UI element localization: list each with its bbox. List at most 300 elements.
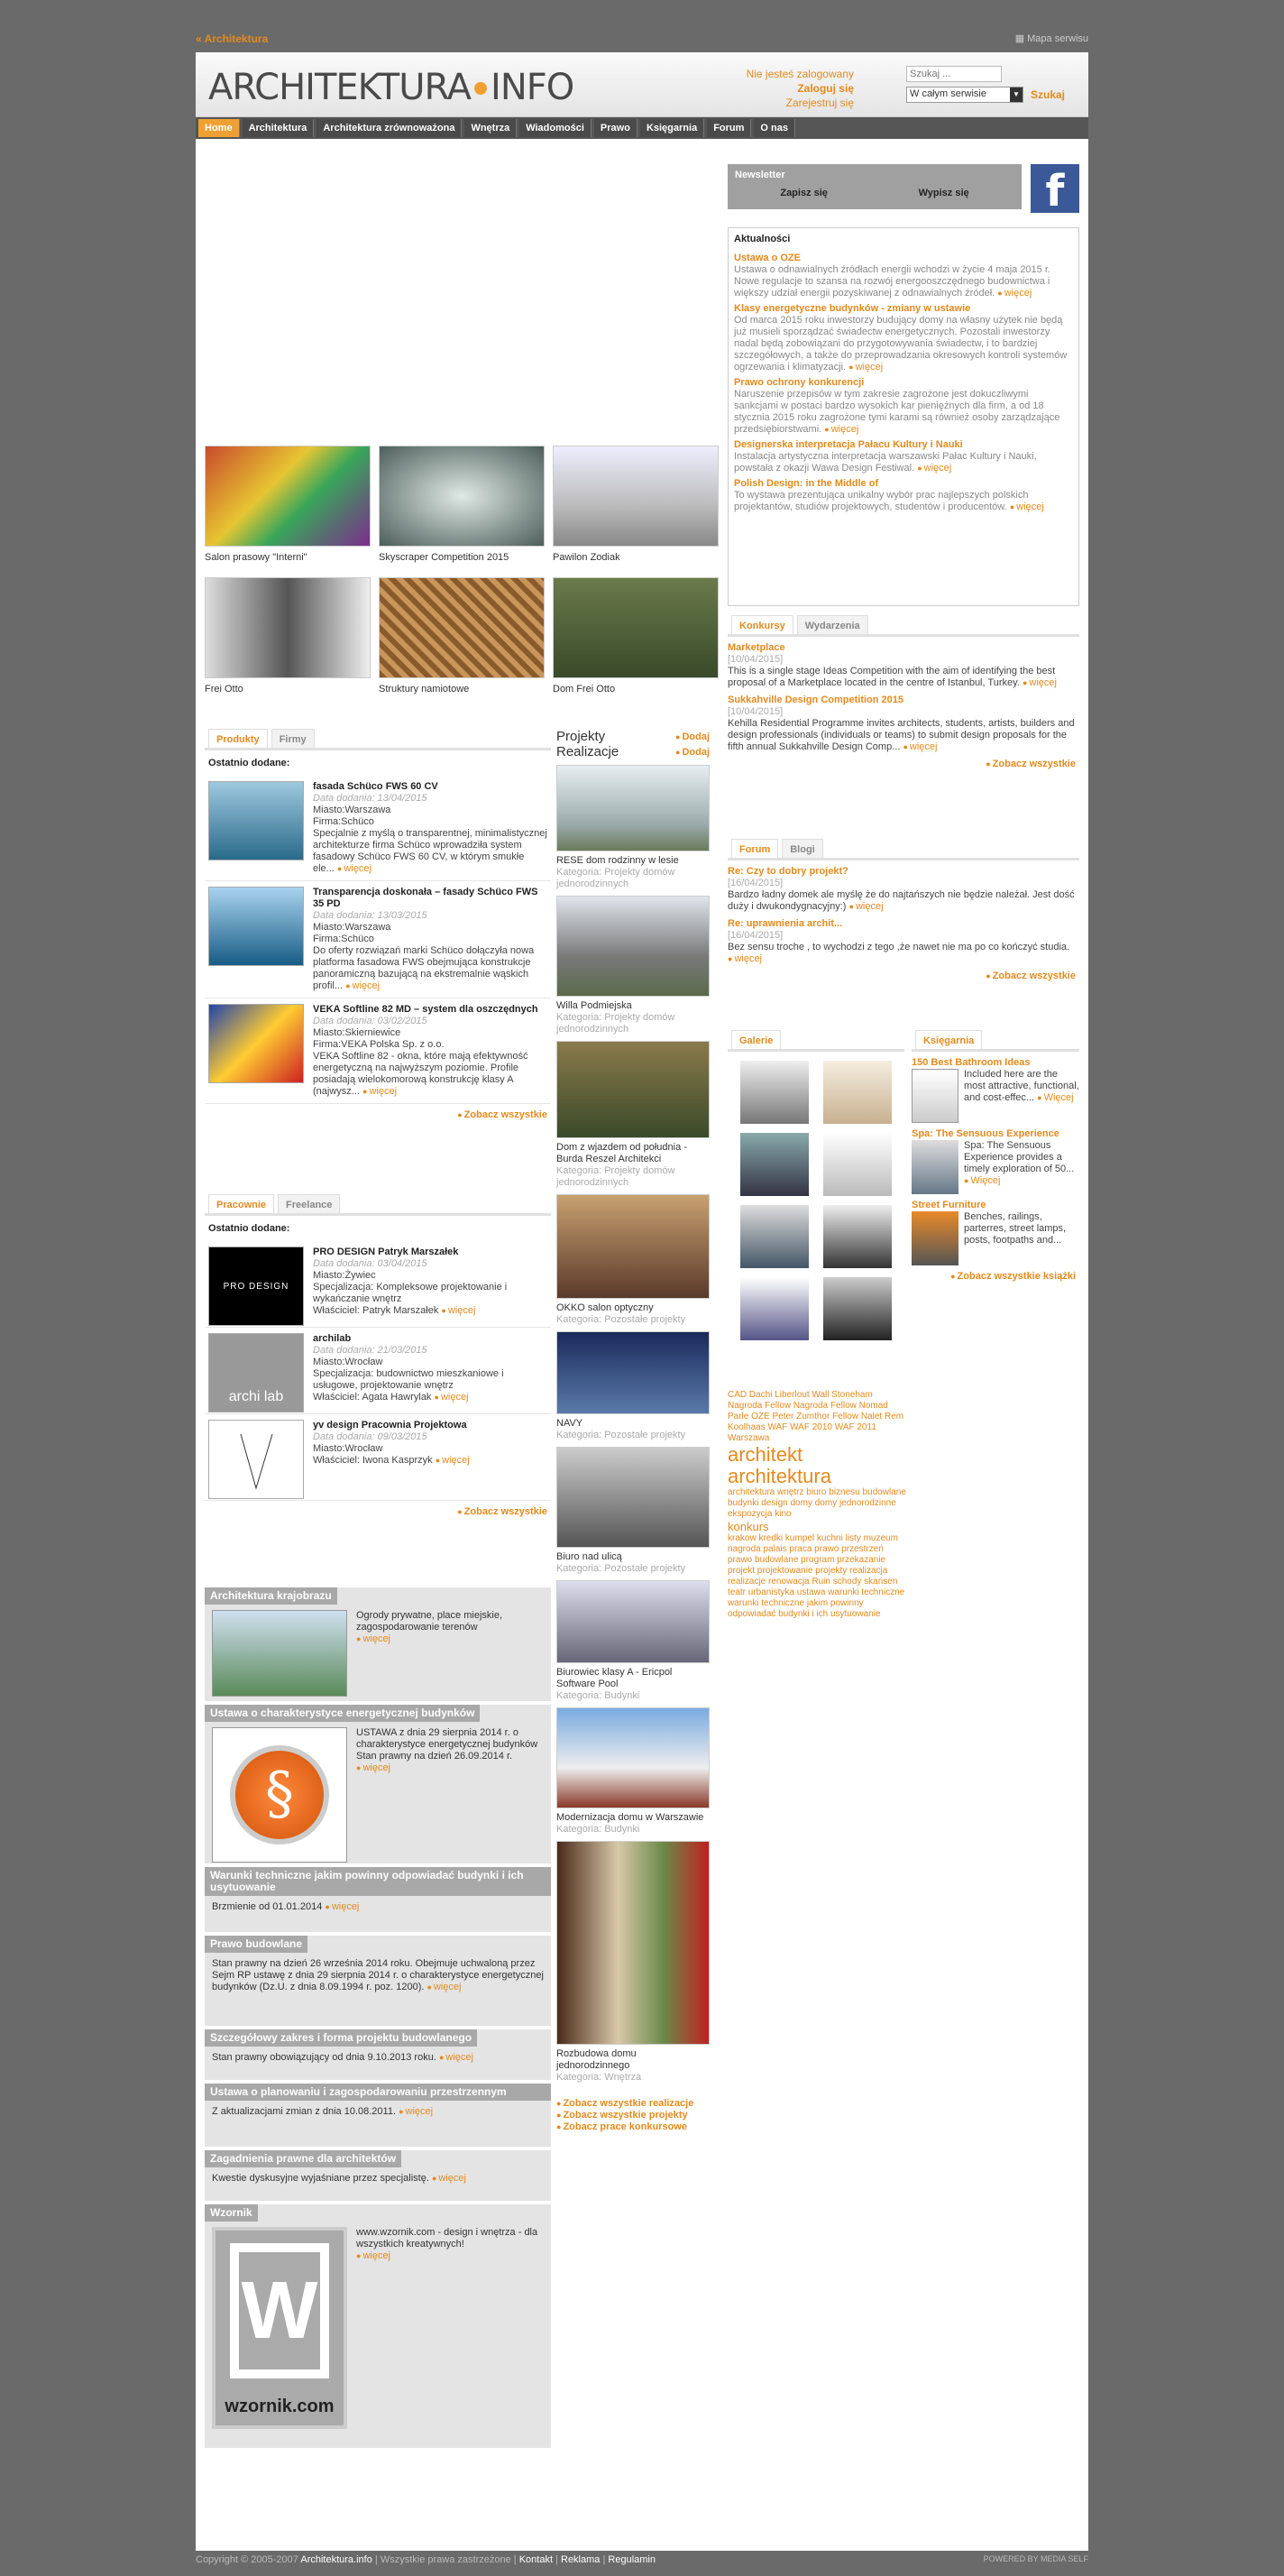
project-title[interactable]: Dom z wjazdem od południa -Burda Reszel Architekci	[556, 1142, 687, 1164]
energy-law-box	[205, 1705, 551, 1863]
more-link[interactable]: ● więcej	[824, 424, 858, 435]
landscape-box	[205, 1587, 551, 1701]
gallery-image	[379, 577, 545, 678]
top-breadcrumb[interactable]: « Architektura	[196, 32, 269, 45]
site-header	[196, 52, 1088, 117]
more-link[interactable]: ● więcej	[849, 901, 884, 912]
tag-cloud	[728, 1390, 908, 1620]
forum-title[interactable]: Re: uprawnienia archit...	[728, 918, 843, 929]
chevron-down-icon: ▼	[1010, 87, 1023, 102]
product-text	[313, 781, 547, 875]
sitemap-icon: ▦	[1014, 33, 1028, 44]
tag-group[interactable]: architektura wnętrz biuro biznesu budowlane budynki design domy domy jednorodzinne ekspozycja kino	[728, 1487, 906, 1519]
login-link[interactable]: Zaloguj się	[797, 82, 854, 95]
realizations-title[interactable]: Realizacje	[556, 744, 619, 759]
add-project-link[interactable]: ● Dodaj	[675, 731, 710, 742]
tab-galerie[interactable]: Galerie	[731, 1030, 781, 1049]
tab-produkty[interactable]: Produkty	[208, 729, 268, 748]
projects-title[interactable]: Projekty	[556, 729, 606, 744]
yv-logo-icon	[209, 1421, 303, 1498]
project-scope-box	[205, 2029, 551, 2080]
contest-date: [10/04/2015]	[728, 706, 784, 717]
wzornik-w-icon: W	[230, 2243, 329, 2378]
tag-architektura[interactable]: architektura	[728, 1465, 831, 1487]
facebook-icon[interactable]: f	[1031, 164, 1079, 213]
bookshop-section	[912, 1030, 1079, 1349]
office-item[interactable]	[205, 1328, 551, 1414]
products-see-all[interactable]: ● Zobacz wszystkie	[208, 1109, 547, 1120]
footer-copyright: Copyright © 2005-2007	[196, 2554, 298, 2565]
news-item-title[interactable]: Prawo ochrony konkurencji	[734, 377, 865, 388]
book-cover[interactable]	[912, 1069, 958, 1123]
newsletter-box	[728, 164, 1022, 209]
news-item-title[interactable]: Klasy energetyczne budynków - zmiany w ustawie	[734, 303, 971, 314]
book-title[interactable]: Spa: The Sensuous Experience	[912, 1128, 1059, 1139]
project-category: Kategoria: Projekty domów jednorodzinnych	[556, 1012, 675, 1035]
box-body	[205, 1953, 551, 1999]
office-owner: Właściciel: Iwona Kasprzyk	[313, 1455, 433, 1466]
nav-architektura-zrownowazona[interactable]: Architektura zrównoważona	[316, 119, 462, 137]
project-image	[556, 1580, 710, 1663]
book-desc: Benches, railings, parterres, street lamps, posts, footpaths and...	[964, 1211, 1067, 1246]
product-city: Miasto:Warszawa	[313, 922, 391, 933]
product-thumb	[208, 781, 304, 860]
building-law-box	[205, 1936, 551, 2026]
project-category: Kategoria: Pozostałe projekty	[556, 1430, 686, 1440]
forum-desc: Bez sensu troche , to wychodzi z tego ,że nawet nie ma po co kończyć studia.	[728, 942, 1070, 952]
project-title[interactable]: Biurowiec klasy A - Ericpol Software Pool	[556, 1667, 673, 1689]
project-category: Kategoria: Pozostałe projekty	[556, 1563, 686, 1574]
nav-o-nas[interactable]: O nas	[754, 119, 795, 137]
gallery-thumb[interactable]	[823, 1277, 892, 1340]
tab-blogi[interactable]: Blogi	[782, 839, 823, 858]
gallery-thumb[interactable]	[823, 1133, 892, 1196]
product-item[interactable]	[205, 776, 551, 881]
product-title[interactable]: Transparencja doskonała – fasady Schüco FWS 35 PD	[313, 887, 538, 909]
project-title[interactable]: Biuro nad ulicą	[556, 1551, 622, 1562]
forum-date: [16/04/2015]	[728, 878, 784, 888]
page-container	[196, 52, 1088, 2551]
box-text: Brzmienie od 01.01.2014	[212, 1901, 323, 1912]
newsletter-row	[728, 164, 1079, 216]
products-section	[205, 729, 551, 1126]
project-category: Kategoria: Pozostałe projekty	[556, 1314, 686, 1325]
contest-title[interactable]: Marketplace	[728, 642, 785, 653]
box-text: Kwestie dyskusyjne wyjaśniane przez specjalistę.	[212, 2173, 429, 2184]
offices-tabs	[205, 1194, 551, 1216]
contest-desc: Kehilla Residential Programme invites architects, students, artists, builders and design professionals (individuals or teams) to submit design proposals for the fifth annual Sukkahville Design Comp...	[728, 718, 1075, 752]
project-image	[556, 1041, 710, 1138]
project-item[interactable]	[556, 1041, 710, 1189]
office-item[interactable]	[205, 1414, 551, 1501]
gallery-item[interactable]	[205, 446, 371, 563]
sitemap-label: Mapa serwisu	[1027, 33, 1088, 44]
forum-tabs	[728, 839, 1079, 860]
more-link[interactable]: ● więcej	[399, 2106, 433, 2117]
login-box	[719, 67, 854, 110]
box-heading[interactable]: Prawo budowlane	[205, 1936, 307, 1953]
box-heading[interactable]: Ustawa o charakterystyce energetycznej budynków	[205, 1705, 480, 1722]
gallery-image	[553, 577, 719, 678]
newsletter-title: Newsletter	[735, 170, 785, 180]
contest-desc: This is a single stage Ideas Competition with the aim of identifying the best proposal of a Marketplace located in the centre of Istanbul, Turkey.	[728, 666, 1056, 688]
product-date: Data dodania: 13/03/2015	[313, 910, 427, 921]
footer-contact-link[interactable]: Kontakt	[518, 2554, 554, 2565]
galleries-grid	[728, 1052, 904, 1349]
contests-section	[728, 615, 1079, 839]
more-link[interactable]: ● więcej	[345, 980, 380, 991]
office-city: Miasto:Żywiec	[313, 1270, 376, 1281]
see-all-projects-link[interactable]: ● Zobacz wszystkie projekty	[556, 2110, 710, 2121]
tab-firmy[interactable]: Firmy	[271, 729, 315, 748]
news-item-title[interactable]: Polish Design: in the Middle of	[734, 478, 879, 489]
nav-wiadomosci[interactable]: Wiadomości	[519, 119, 592, 137]
box-body	[205, 2101, 551, 2123]
gallery-caption: Pawilon Zodiak	[553, 552, 620, 563]
box-heading[interactable]: Warunki techniczne jakim powinny odpowiadać budynki i ich usytuowanie	[205, 1867, 551, 1896]
product-company: Firma:Schüco	[313, 816, 374, 827]
book-desc: Included here are the most attractive, functional, and cost-effec...	[964, 1069, 1079, 1103]
gallery-item[interactable]	[379, 577, 545, 695]
news-item-title[interactable]: Ustawa o OZE	[734, 253, 801, 263]
product-date: Data dodania: 13/04/2015	[313, 793, 427, 804]
projects-column	[556, 729, 710, 2133]
product-desc: Specjalnie z myślą o transparentnej, minimalistycznej architekturze firma Schüco wprowadziła system fasadowy Schüco FWS 60 CV, w którym smukłe ele...	[313, 828, 547, 874]
news-item-title[interactable]: Designerska interpretacja Pałacu Kultury i Nauki	[734, 439, 963, 450]
product-title[interactable]: VEKA Softline 82 MD – system dla oszczędnych	[313, 1004, 538, 1015]
gallery-caption: Skyscraper Competition 2015	[379, 552, 509, 563]
office-date: Data dodania: 21/03/2015	[313, 1345, 427, 1356]
realizations-header	[556, 744, 710, 759]
see-all-realizations-link[interactable]: ● Zobacz wszystkie realizacje	[556, 2098, 710, 2110]
project-image	[556, 1707, 710, 1808]
offices-see-all[interactable]: ● Zobacz wszystkie	[208, 1506, 547, 1517]
unsubscribe-button[interactable]: Wypisz się	[918, 188, 969, 198]
more-link[interactable]: ● więcej	[848, 362, 883, 373]
office-title[interactable]: yv design Pracownia Projektowa	[313, 1420, 467, 1431]
office-text	[313, 1247, 547, 1317]
office-title[interactable]: archilab	[313, 1333, 352, 1344]
project-item[interactable]	[556, 1707, 710, 1835]
news-title: Aktualności	[734, 234, 791, 244]
office-spec: Specjalizacja: Kompleksowe projektowanie i wykańczanie wnętrz	[313, 1282, 508, 1304]
bookshop-tabs	[912, 1030, 1079, 1052]
product-company: Firma:Schüco	[313, 934, 374, 944]
product-thumb	[208, 887, 304, 966]
book-item	[912, 1140, 1079, 1194]
product-thumb	[208, 1004, 304, 1083]
add-realization-link[interactable]: ● Dodaj	[675, 747, 710, 758]
box-body	[205, 2167, 551, 2190]
office-logo: archi lab	[208, 1333, 304, 1412]
legal-issues-box	[205, 2150, 551, 2201]
project-title[interactable]: Willa Podmiejska	[556, 1000, 632, 1011]
contest-date: [10/04/2015]	[728, 654, 784, 665]
gallery-caption: Dom Frei Otto	[553, 684, 616, 695]
project-item[interactable]	[556, 1841, 710, 2084]
office-city: Miasto:Wrocław	[313, 1357, 383, 1367]
tag-group[interactable]: krakow kredki kumpel kuchni listy muzeum nagroda palais praca prawo przestrzeń prawo budowlane program przekazanie projekt projektowanie projekty realizacja realizacje renowacja Ruin schody skansen teatr urbanistyka ustawa warunki techniczne warunki techniczne jakim powinny odpowiadać budynki i ich usytuowanie	[728, 1533, 905, 1619]
more-link[interactable]: ● więcej	[337, 863, 371, 874]
nav-prawo[interactable]: Prawo	[594, 119, 637, 137]
tech-conditions-box	[205, 1867, 551, 1932]
office-date: Data dodania: 03/04/2015	[313, 1258, 427, 1269]
box-text: Ogrody prywatne, place miejskie, zagospodarowanie terenów	[356, 1610, 503, 1633]
footer-site-link[interactable]: Architektura.info	[300, 2554, 372, 2565]
more-link[interactable]: ● więcej	[1023, 677, 1057, 688]
sitemap-link[interactable]	[1015, 32, 1088, 44]
book-title[interactable]: Street Furniture	[912, 1200, 986, 1210]
more-link[interactable]: ● więcej	[426, 1982, 461, 1992]
office-text	[313, 1420, 547, 1467]
tab-konkursy[interactable]: Konkursy	[731, 615, 793, 634]
product-text	[313, 887, 547, 992]
news-item-desc: Od marca 2015 roku inwestorzy budujący domy na własny użytek nie będą już musieli sporządzać świadectw energetycznych. Pozostali inwestorzy nadal będą zobowiązani do przygotowywania świadectw, i to bardziej szczegółowych, a także do przeprowadzania okresowych kontroli systemów ogrzewania i klimatyzacji.	[734, 315, 1068, 373]
nav-home[interactable]: Home	[198, 119, 240, 137]
wzornik-logo[interactable]	[212, 2227, 347, 2429]
box-text: Stan prawny na dzień 26 września 2014 roku. Obejmuje uchwaloną przez Sejm RP ustawę z dnia 29 sierpnia 2014 r. o charakterystyce energetycznej budynków (Dz.U. z dnia 8.09.1994 r. poz. 1200).	[212, 1958, 544, 1992]
projects-header	[556, 729, 710, 744]
product-desc: Do oferty rozwiązań marki Schüco dołączyła nowa platforma fasadowa FWS obejmująca konstrukcje panoramiczną bazującą na ekstremalnie wąskich profil...	[313, 945, 535, 991]
forum-desc: Bardzo ładny domek ale myślę że do najtańszych nie będzie należał. Jest dość duży i dwukondygnacyjny:)	[728, 889, 1075, 912]
more-link[interactable]: ● więcej	[1010, 501, 1044, 512]
gallery-image	[205, 446, 371, 547]
box-body	[205, 1896, 551, 1918]
products-tabs	[205, 729, 551, 750]
books-see-all[interactable]: ● Zobacz wszystkie książki	[915, 1271, 1076, 1283]
search-scope-select[interactable]	[906, 87, 1023, 103]
product-company: Firma:VEKA Polska Sp. z o.o.	[313, 1039, 445, 1050]
forum-section	[728, 839, 1079, 1030]
office-title[interactable]: PRO DESIGN Patryk Marszałek	[313, 1247, 459, 1257]
tab-forum[interactable]: Forum	[731, 839, 778, 858]
more-link[interactable]: ● więcej	[903, 741, 937, 752]
paragraph-icon: §	[212, 1727, 347, 1863]
gallery-image	[553, 446, 719, 547]
product-city: Miasto:Warszawa	[313, 805, 391, 815]
project-image	[556, 765, 710, 851]
forum-date: [16/04/2015]	[728, 930, 784, 941]
box-body	[205, 1605, 551, 1702]
tag-group[interactable]: CAD Dachi Liberlout Wall Stoneham Nagroda Fellow Nagroda Fellow Nomad Parle OZE Peter Zumthor Fellow Nalet Rem Koolhaas WAF WAF 2010 WAF 2011 Warszawa	[728, 1390, 904, 1443]
box-body	[205, 2222, 551, 2434]
project-category: Kategoria: Projekty domów jednorodzinnych	[556, 867, 675, 889]
product-title[interactable]: fasada Schüco FWS 60 CV	[313, 781, 438, 792]
project-image	[556, 1194, 710, 1299]
more-link[interactable]: ● więcej	[917, 463, 951, 474]
project-title[interactable]: Rozbudowa domu jednorodzinnego	[556, 2048, 637, 2071]
galleries-section	[728, 1030, 904, 1349]
contests-see-all[interactable]: ● Zobacz wszystkie	[731, 759, 1076, 770]
project-item[interactable]	[556, 1447, 710, 1575]
more-link[interactable]: ● więcej	[362, 1086, 397, 1097]
gallery-caption: Struktury namiotowe	[379, 684, 470, 695]
site-logo[interactable]	[208, 67, 573, 108]
project-item[interactable]	[556, 1331, 710, 1441]
more-link[interactable]: ● Więcej	[1037, 1092, 1073, 1103]
box-text: Stan prawny obowiązujący od dnia 9.10.2013 roku.	[212, 2052, 436, 2063]
box-heading[interactable]: Ustawa o planowaniu i zagospodarowaniu przestrzennym	[205, 2084, 551, 2101]
tag-architekt[interactable]: architekt	[728, 1443, 803, 1466]
product-item[interactable]	[205, 998, 551, 1104]
contest-title[interactable]: Sukkahville Design Competition 2015	[728, 695, 904, 705]
more-link[interactable]: ● więcej	[728, 953, 762, 964]
more-link[interactable]: ● więcej	[435, 1392, 469, 1403]
news-item-desc: Naruszenie przepisów w tym zakresie zagrożone jest dokuczliwymi sankcjami w postaci bardzo wysokich kar pieniężnych dla firm, a od 18 stycznia 2015 roku zagrożone tymi karami są również osoby zarządzające przedsiębiorstwami.	[734, 389, 1060, 435]
office-date: Data dodania: 09/03/2015	[313, 1431, 427, 1442]
gallery-image	[379, 446, 545, 547]
main-nav	[196, 117, 1088, 139]
more-link[interactable]: ● Więcej	[964, 1175, 1000, 1186]
more-link[interactable]: ● więcej	[325, 1901, 359, 1912]
gallery-item[interactable]	[553, 446, 719, 563]
forum-see-all[interactable]: ● Zobacz wszystkie	[731, 971, 1076, 982]
footer-terms-link[interactable]: Regulamin	[608, 2554, 656, 2565]
search-scope-value: W całym serwisie	[910, 88, 986, 99]
gallery-thumb[interactable]	[740, 1205, 809, 1268]
projects-links	[556, 2098, 710, 2133]
right-column	[728, 164, 1079, 1349]
project-image	[556, 896, 710, 997]
box-text: USTAWA z dnia 29 sierpnia 2014 r. o charakterystyce energetycznej budynków Stan prawny na dzień 26.09.2014 r.	[356, 1727, 538, 1762]
galleries-tabs	[728, 1030, 904, 1052]
project-image	[556, 1447, 710, 1548]
gallery-thumb[interactable]	[740, 1133, 809, 1196]
search-box	[906, 65, 1066, 101]
product-text	[313, 1004, 547, 1098]
project-title[interactable]: RESE dom rodzinny w lesie	[556, 855, 679, 866]
project-item[interactable]	[556, 896, 710, 1035]
tag-konkurs[interactable]: konkurs	[728, 1520, 769, 1533]
box-text: www.wzornik.com - design i wnętrza - dla wszystkich kreatywnych!	[356, 2227, 538, 2249]
planning-box	[205, 2084, 551, 2147]
logo-right: INFO	[491, 67, 574, 108]
gallery-thumb[interactable]	[823, 1061, 892, 1124]
search-input[interactable]	[906, 66, 1002, 82]
gallery-thumb[interactable]	[823, 1205, 892, 1268]
logo-left: ARCHITEKTURA	[208, 67, 472, 108]
office-logo: PRO DESIGN	[208, 1247, 304, 1326]
gallery-caption: Frei Otto	[205, 684, 243, 695]
office-spec: Specjalizacja: budownictwo mieszkaniowe i usługowe, projektowanie wnętrz	[313, 1368, 504, 1391]
news-item-desc: Ustawa o odnawialnych źródłach energii wchodzi w życie 4 maja 2015 r. Nowe regulacje to szansa na rozwój energooszczędnego budownictwa i większy udział energii pozyskiwanej z odnawialnych źródeł.	[734, 264, 1050, 299]
office-city: Miasto:Wrocław	[313, 1443, 383, 1454]
landscape-image	[212, 1610, 347, 1697]
more-link[interactable]: ● więcej	[356, 1762, 390, 1773]
book-cover[interactable]	[912, 1140, 958, 1194]
gallery-item[interactable]	[379, 446, 545, 563]
logo-dot	[474, 82, 487, 95]
footer: Copyright © 2005-2007 Architektura.info | Wszystkie prawa zastrzeżone | Kontakt | Reklama | Regulamin POWERED BY MEDIA SELF	[196, 2554, 1088, 2565]
tab-freelance[interactable]: Freelance	[278, 1194, 340, 1213]
project-title[interactable]: NAVY	[556, 1418, 583, 1429]
gallery-item[interactable]	[205, 577, 371, 695]
products-heading: Ostatnio dodane:	[208, 758, 290, 768]
forum-title[interactable]: Re: Czy to dobry projekt?	[728, 866, 848, 877]
newsletter-buttons	[735, 188, 1014, 198]
galleries-bookshop-row	[728, 1030, 1079, 1349]
gallery-thumb[interactable]	[740, 1277, 809, 1340]
contests-tabs	[728, 615, 1079, 637]
subscribe-button[interactable]: Zapisz się	[780, 188, 828, 198]
tab-ksiegarnia[interactable]: Księgarnia	[915, 1030, 982, 1049]
login-status: Nie jesteś zalogowany	[746, 68, 854, 80]
more-link[interactable]: ● więcej	[436, 1455, 470, 1466]
gallery-item[interactable]	[553, 577, 719, 695]
project-title[interactable]: Modernizacja domu w Warszawie	[556, 1812, 704, 1823]
project-item[interactable]	[556, 765, 710, 890]
project-category: Kategoria: Budynki	[556, 1824, 640, 1835]
more-link[interactable]: ● więcej	[439, 2052, 473, 2063]
book-desc: Spa: The Sensuous Experience provides a timely exploration of 50...	[964, 1140, 1075, 1174]
nav-wnetrza[interactable]: Wnętrza	[464, 119, 517, 137]
news-item-desc: To wystawa prezentująca unikalny wybór prac najlepszych polskich projektantów, studiów projektowych, studentów i producentów.	[734, 490, 1029, 512]
wzornik-box	[205, 2204, 551, 2448]
project-category: Kategoria: Wnętrza	[556, 2072, 642, 2083]
footer-rights: Wszystkie prawa zastrzeżone	[380, 2554, 511, 2565]
box-heading[interactable]: Szczegółowy zakres i forma projektu budowlanego	[205, 2029, 477, 2047]
book-cover[interactable]	[912, 1211, 958, 1265]
gallery-image	[205, 577, 371, 678]
register-link[interactable]: Zarejestruj się	[785, 97, 854, 109]
project-title[interactable]: OKKO salon optyczny	[556, 1302, 654, 1313]
project-image	[556, 1331, 710, 1414]
office-text	[313, 1333, 547, 1403]
box-heading[interactable]: Wzornik	[205, 2204, 258, 2222]
project-category: Kategoria: Projekty domów jednorodzinnych	[556, 1165, 675, 1188]
box-text: Z aktualizacjami zmian z dnia 10.08.2011.	[212, 2106, 397, 2117]
more-link[interactable]: ● więcej	[356, 1633, 390, 1644]
project-category: Kategoria: Budynki	[556, 1690, 640, 1701]
see-contest-works-link[interactable]: ● Zobacz prace konkursowe	[556, 2121, 710, 2133]
product-city: Miasto:Skierniewice	[313, 1027, 401, 1038]
product-desc: VEKA Softline 82 - okna, które mają efektywność energetyczną na najwyższym poziomie. Profile posiadają wielokomorową konstrukcję klasy A (najwysz...	[313, 1051, 528, 1097]
offices-section	[205, 1194, 551, 1523]
book-item	[912, 1069, 1079, 1123]
footer-ads-link[interactable]: Reklama	[561, 2554, 601, 2565]
more-link[interactable]: ● więcej	[441, 1305, 475, 1316]
product-item[interactable]	[205, 881, 551, 998]
office-logo	[208, 1420, 304, 1499]
project-item[interactable]	[556, 1580, 710, 1702]
nav-ksiegarnia[interactable]: Księgarnia	[640, 119, 704, 137]
office-item[interactable]	[205, 1241, 551, 1328]
book-title[interactable]: 150 Best Bathroom Ideas	[912, 1057, 1031, 1068]
box-heading[interactable]: Zagadnienia prawne dla architektów	[205, 2150, 401, 2167]
more-link[interactable]: ● więcej	[432, 2173, 466, 2184]
nav-forum[interactable]: Forum	[707, 119, 751, 137]
nav-architektura[interactable]: Architektura	[243, 119, 315, 137]
tab-pracownie[interactable]: Pracownie	[208, 1194, 274, 1213]
offices-heading: Ostatnio dodane:	[208, 1223, 290, 1234]
box-body	[205, 2047, 551, 2069]
footer-credit: POWERED BY MEDIA SELF	[983, 2554, 1088, 2563]
project-image	[556, 1841, 710, 2045]
search-button[interactable]: Szukaj	[1031, 88, 1066, 101]
product-date: Data dodania: 03/02/2015	[313, 1016, 427, 1026]
box-heading[interactable]: Architektura krajobrazu	[205, 1587, 337, 1605]
tab-wydarzenia[interactable]: Wydarzenia	[797, 615, 868, 634]
box-body	[205, 1722, 551, 1868]
wzornik-logo-text: wzornik.com	[225, 2397, 335, 2416]
more-link[interactable]: ● więcej	[356, 2250, 390, 2261]
project-item[interactable]	[556, 1194, 710, 1326]
gallery-caption: Salon prasowy "Interni"	[205, 552, 307, 563]
gallery-thumb[interactable]	[740, 1061, 809, 1124]
more-link[interactable]: ● więcej	[997, 288, 1032, 299]
book-item	[912, 1211, 1079, 1265]
news-item-desc: Instalacja artystyczna interpretacja warszawski Pałac Kultury i Nauki, powstała z okazji Wawa Design Festiwal.	[734, 451, 1037, 474]
